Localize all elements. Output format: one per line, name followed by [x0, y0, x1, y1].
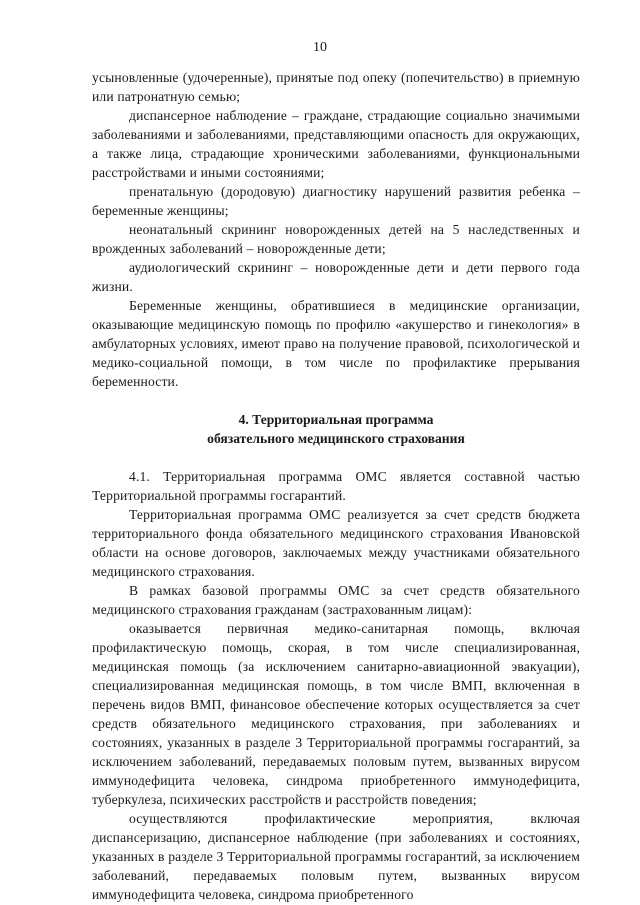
- spacer: [92, 448, 580, 467]
- paragraph: неонатальный скрининг новорожденных детей на 5 наследственных и врожденных заболеваний – новорожденные дети;: [92, 222, 580, 256]
- section-heading: [92, 410, 580, 448]
- paragraph: усыновленные (удочеренные), принятые под опеку (попечительство) в приемную или патронатную семью;: [92, 70, 580, 104]
- paragraph: Беременные женщины, обратившиеся в медицинские организации, оказывающие медицинскую помощь по профилю «акушерство и гинекология» в амбулаторных условиях, имеют право на получение правовой, психологической и медико-социальной помощи, в том числе по профилактике прерывания беременности.: [92, 298, 580, 389]
- paragraph: диспансерное наблюдение – граждане, страдающие социально значимыми заболеваниями и заболеваниями, представляющими опасность для окружающих, а также лица, страдающие хроническими заболеваниями, функциональными расстройствами и иными состояниями;: [92, 108, 580, 180]
- paragraph: пренатальную (дородовую) диагностику нарушений развития ребенка – беременные женщины;: [92, 184, 580, 218]
- page-number: 10: [313, 40, 327, 55]
- paragraph: В рамках базовой программы ОМС за счет средств обязательного медицинского страхования гражданам (застрахованным лицам):: [92, 583, 580, 617]
- paragraph: осуществляются профилактические мероприятия, включая диспансеризацию, диспансерное наблюдение (при заболеваниях и состояниях, указанных в разделе 3 Территориальной программы госгарантий, за исключением заболеваний, передаваемых половым путем, вызванных вирусом иммунодефицита человека, синдрома приобретенного: [92, 811, 580, 902]
- paragraph: оказывается первичная медико-санитарная помощь, включая профилактическую помощь, скорая, в том числе специализированная, медицинская помощь (за исключением санитарно-авиационной эвакуации), специализированная медицинская помощь, в том числе ВМП, включенная в перечень видов ВМП, финансовое обеспечение которых осуществляется за счет средств обязательного медицинского страхования, при заболеваниях и состояниях, указанных в разделе 3 Территориальной программы госгарантий, за исключением заболеваний, передаваемых половым путем, вызванных вирусом иммунодефицита человека, синдрома приобретенного иммунодефицита, туберкулеза, психических расстройств и расстройств поведения;: [92, 621, 580, 807]
- document-body: [92, 68, 580, 904]
- paragraph: 4.1. Территориальная программа ОМС является составной частью Территориальной программы госгарантий.: [92, 469, 580, 503]
- section-heading-line-2: обязательного медицинского страхования: [207, 431, 465, 446]
- section-heading-line-1: 4. Территориальная программа: [238, 412, 434, 427]
- paragraph: аудиологический скрининг – новорожденные дети и дети первого года жизни.: [92, 260, 580, 294]
- paragraph: Территориальная программа ОМС реализуется за счет средств бюджета территориального фонда обязательного медицинского страхования Ивановской области на основе договоров, заключаемых между участниками обязательного медицинского страхования.: [92, 507, 580, 579]
